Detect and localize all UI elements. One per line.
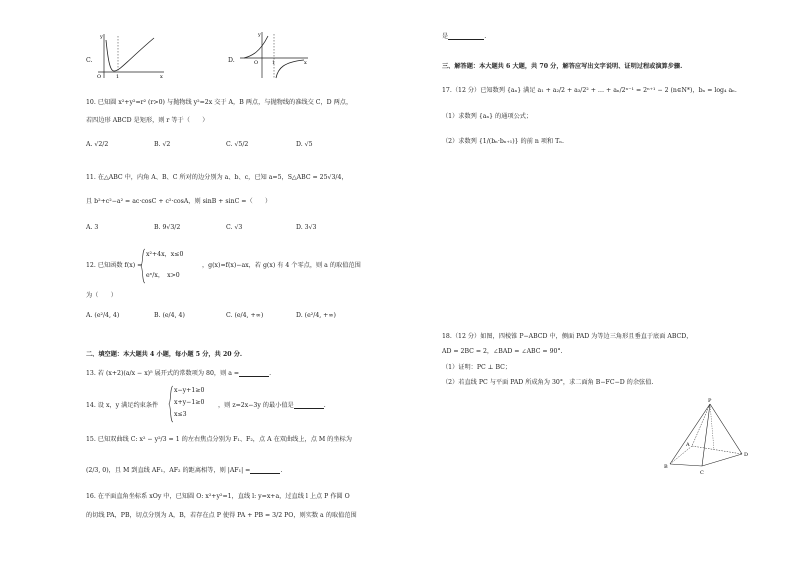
svg-text:1: 1 (272, 60, 276, 66)
q10-line2: 若四边形 ABCD 是矩形，则 r 等于（ ） (86, 117, 209, 124)
option-d-label: D. (228, 57, 235, 64)
svg-text:P: P (708, 398, 712, 404)
q16a: 16. 在平面直角坐标系 xOy 中，已知圆 O: x²+y²=1，直线 l: y=x+a，过直线 l 上点 P 作圆 O (86, 493, 350, 500)
q10-option-d: D. √5 (296, 141, 313, 148)
q10-option-a: A. √2/2 (86, 141, 109, 148)
q12-line2: 为（ ） (86, 292, 117, 299)
q13: 13. 若 (x+2)(a/x − x)⁵ 展开式的常数项为 80，则 a = . (86, 370, 272, 377)
q11-line2: 且 b²+c²−a² = ac·cosC + c²·cosA，则 sinB + sinC =（ ） (86, 198, 272, 205)
q15b: (2/3, 0)，且 M 到直线 AF₁，AF₂ 的距离相等，则 |AF₁| = . (86, 467, 283, 474)
q16b: 的切线 PA，PB，切点分别为 A，B，若存在点 P 使得 PA + PB = 3/2 PO，则实数 a 的取值范围 (86, 512, 357, 519)
q18-part1: （1）证明：PC ⊥ BC； (442, 364, 512, 371)
q15a: 15. 已知双曲线 C: x² − y²/3 = 1 的左右焦点分别为 F₁、F₂，点 A 在双曲线上，点 M 的坐标为 (86, 436, 352, 443)
svg-text:x: x (304, 60, 307, 66)
pyramid-figure (662, 396, 752, 476)
svg-text:O: O (97, 74, 102, 80)
svg-text:x: x (160, 74, 163, 80)
q17-line1: 17.（12 分）已知数列 {aₙ} 满足 a₁ + a₂/2 + a₃/2² + … + aₙ/2ⁿ⁻¹ = 2ⁿ⁺¹ − 2 (n∈N*)，bₙ = log₄ aₙ. (442, 87, 737, 94)
q11-line1: 11. 在△ABC 中，内角 A、B、C 所对的边分别为 a、b、c，已知 a=5，S△ABC = 25√3/4， (86, 174, 348, 181)
q12-option-c: C. (e/4, +∞) (226, 312, 264, 319)
q18-line1: 18.（12 分）如图，四棱锥 P−ABCD 中，侧面 PAD 为等边三角形且垂直于底面 ABCD， (442, 333, 693, 340)
svg-text:1: 1 (116, 74, 120, 80)
q10-option-b: B. √2 (154, 141, 171, 148)
q18-line2: AD = 2BC = 2，∠BAD = ∠ABC = 90°. (442, 348, 563, 355)
q12-line1a: 12. 已知函数 f(x) = (86, 262, 143, 269)
svg-text:y: y (100, 34, 103, 40)
q14-constraint-1: x−y+1≥0 (174, 387, 205, 394)
q11-option-d: D. 3√3 (296, 224, 317, 231)
q12-option-b: B. (e/4, 4) (154, 312, 185, 319)
q16-answer-blank (448, 33, 484, 40)
q17-part2: （2）求数列 {1/(bₙ·bₙ₊₁)} 的前 n 项和 Tₙ. (442, 138, 564, 145)
svg-text:B: B (664, 464, 668, 470)
svg-text:O: O (254, 60, 259, 66)
svg-text:C: C (700, 470, 704, 476)
option-c-label: C. (86, 57, 93, 64)
q16-continued: 是 . (442, 33, 487, 40)
section-3-heading: 三、解答题：本大题共 6 大题，共 70 分，解答应写出文字说明、证明过程或演算步骤. (442, 63, 683, 70)
q14-answer-blank (294, 402, 324, 409)
q12-line1b: ，g(x)=f(x)−ax，若 g(x) 有 4 个零点，则 a 的取值范围 (202, 262, 361, 269)
svg-text:D: D (744, 452, 749, 458)
q12-option-a: A. (e²/4, 4) (86, 312, 120, 319)
q12-piece1: x²+4x，x≤0 (146, 251, 184, 258)
q14-constraint-3: x≤3 (174, 411, 187, 418)
section-2-heading: 二、填空题：本大题共 4 小题，每小题 5 分，共 20 分. (86, 351, 243, 358)
q15-answer-blank (250, 467, 280, 474)
graph-c (94, 30, 166, 80)
q11-option-c: C. √3 (226, 224, 243, 231)
svg-text:y: y (258, 32, 261, 38)
q12-option-d: D. (e²/4, +∞) (296, 312, 336, 319)
svg-text:A: A (686, 442, 690, 448)
q14-constraint-2: x+y−1≥0 (174, 399, 205, 406)
q13-answer-blank (239, 370, 269, 377)
q12-piece2: eˣ/x， x>0 (146, 272, 180, 279)
q10-line1: 10. 已知圆 x²+y²=r² (r>0) 与抛物线 y²=2x 交于 A，B 两点，与抛物线的准线交 C，D 两点， (86, 99, 353, 106)
q11-option-b: B. 9√3/2 (154, 224, 181, 231)
q14a: 14. 设 x，y 满足约束条件 (86, 402, 159, 409)
q17-part1: （1）求数列 {aₙ} 的通项公式； (442, 113, 533, 120)
q18-part2: （2）若直线 PC 与平面 PAD 所成角为 30°，求二面角 B−FC−D 的余弦值. (442, 379, 654, 386)
graph-d (238, 30, 310, 80)
q11-option-a: A. 3 (86, 224, 99, 231)
q14b: ，则 z=2x−3y 的最小值是 . (218, 402, 326, 409)
q10-option-c: C. √5/2 (226, 141, 249, 148)
